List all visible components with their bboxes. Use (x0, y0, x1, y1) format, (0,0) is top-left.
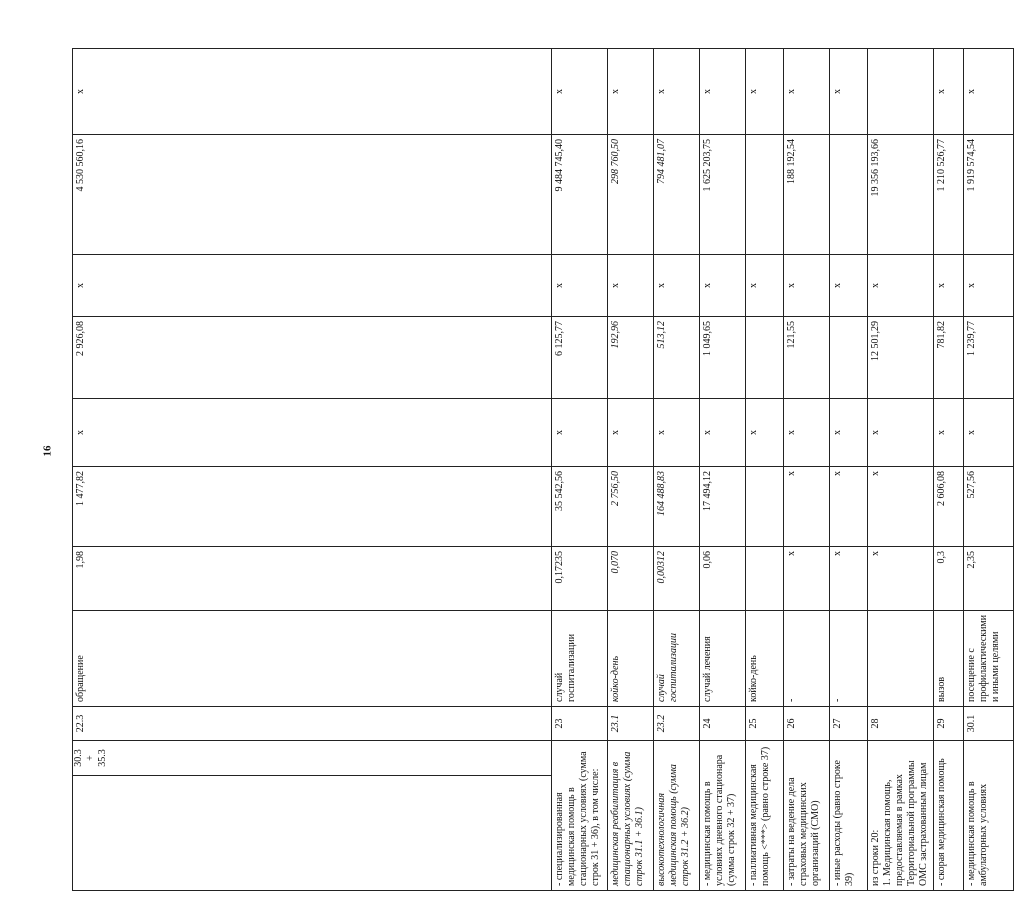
c6-cell: х (784, 399, 830, 467)
table-row (746, 49, 784, 891)
norm-cell (746, 547, 784, 611)
c7-cell: 781,82 (934, 317, 964, 399)
unit-cell: случай госпитализации (552, 611, 608, 707)
cost-cell: 17 494,12 (700, 467, 746, 547)
c7-cell: 513,12 (654, 317, 700, 399)
c9-cell: 1 625 203,75 (700, 135, 746, 255)
name-cell: из строки 20: 1. Медицинская помощь, предоставляемая в рамках Территориальной программы ОМС застрахованным лицам (868, 741, 934, 891)
name-cell: - медицинская помощь в амбулаторных условиях (964, 741, 1014, 891)
c8-cell: х (964, 255, 1014, 317)
c6-cell: х (608, 399, 654, 467)
data-table (72, 48, 1014, 891)
unit-cell: случай госпитализации (654, 611, 700, 707)
c6-cell: х (552, 399, 608, 467)
c6-cell: х (830, 399, 868, 467)
c8-cell: х (868, 255, 934, 317)
cost-cell: 527,56 (964, 467, 1014, 547)
table-row (934, 49, 964, 891)
norm-cell: 1,98 (73, 547, 552, 611)
unit-cell: случай лечения (700, 611, 746, 707)
c9-cell: 4 530 560,16 (73, 135, 552, 255)
cost-cell: х (784, 467, 830, 547)
c10-cell (868, 49, 934, 135)
c6-cell: х (73, 399, 552, 467)
row-cell: 26 (784, 707, 830, 741)
c7-cell: 1 239,77 (964, 317, 1014, 399)
c10-cell: х (700, 49, 746, 135)
c9-cell: 1 210 526,77 (934, 135, 964, 255)
rotated-table-container (72, 49, 1001, 891)
c9-cell: 188 192,54 (784, 135, 830, 255)
c10-cell: х (608, 49, 654, 135)
cost-cell: 164 488,83 (654, 467, 700, 547)
c10-cell: х (654, 49, 700, 135)
norm-cell: х (784, 547, 830, 611)
table-row-header (73, 49, 552, 891)
norm-cell: 0,17235 (552, 547, 608, 611)
name-cell: - иные расходы (равно строке 39) (830, 741, 868, 891)
unit-cell: обращение (73, 611, 552, 707)
c6-cell: х (700, 399, 746, 467)
unit-cell: койко-день (746, 611, 784, 707)
c8-cell: х (552, 255, 608, 317)
row-cell: 28 (868, 707, 934, 741)
c7-cell: 1 049,65 (700, 317, 746, 399)
row-cell: 29 (934, 707, 964, 741)
c6-cell: х (934, 399, 964, 467)
row-cell: 23.1 (608, 707, 654, 741)
table-row (868, 49, 934, 891)
norm-cell: 0,3 (934, 547, 964, 611)
norm-cell: х (868, 547, 934, 611)
cost-cell: 1 477,82 (73, 467, 552, 547)
c8-cell: х (746, 255, 784, 317)
name-cell: - специализированная медицинская помощь в стационарных условиях (сумма строк 31 + 36), в том числе: (552, 741, 608, 891)
c7-cell: 2 926,08 (73, 317, 552, 399)
cost-cell: 35 542,56 (552, 467, 608, 547)
c9-cell: 1 919 574,54 (964, 135, 1014, 255)
code-cell (73, 741, 552, 891)
cost-cell: 2 756,50 (608, 467, 654, 547)
norm-cell: 2,35 (964, 547, 1014, 611)
page-number: 16 (41, 445, 54, 457)
row-cell: 23 (552, 707, 608, 741)
c7-cell (746, 317, 784, 399)
c8-cell: х (784, 255, 830, 317)
c7-cell: 121,55 (784, 317, 830, 399)
c9-cell: 9 484 745,40 (552, 135, 608, 255)
table-row (552, 49, 608, 891)
norm-cell: 0,06 (700, 547, 746, 611)
row-cell: 27 (830, 707, 868, 741)
name-cell: медицинская реабилитация в стационарных условиях (сумма строк 31.1 + 36.1) (608, 741, 654, 891)
cost-cell: х (868, 467, 934, 547)
c7-cell: 6 125,77 (552, 317, 608, 399)
table-row (608, 49, 654, 891)
cost-cell: 2 606,08 (934, 467, 964, 547)
c10-cell: х (784, 49, 830, 135)
c8-cell: х (608, 255, 654, 317)
unit-cell: - (830, 611, 868, 707)
c6-cell: х (964, 399, 1014, 467)
row-cell: 23.2 (654, 707, 700, 741)
c7-cell: 192,96 (608, 317, 654, 399)
table-row (830, 49, 868, 891)
cost-cell: х (830, 467, 868, 547)
name-cell: - скорая медицинская помощь (934, 741, 964, 891)
code-top: 30.3 (73, 749, 84, 767)
unit-cell: койко-день (608, 611, 654, 707)
c10-cell: х (934, 49, 964, 135)
code-plus: + (85, 755, 96, 761)
code-bottom: 35.3 (97, 749, 108, 767)
c10-cell: х (746, 49, 784, 135)
norm-cell: х (830, 547, 868, 611)
c10-cell: х (552, 49, 608, 135)
table-row (964, 49, 1014, 891)
c6-cell: х (654, 399, 700, 467)
name-cell: - медицинская помощь в условиях дневного стационара (сумма строк 32 + 37) (700, 741, 746, 891)
unit-cell: вызов (934, 611, 964, 707)
c9-cell: 794 481,07 (654, 135, 700, 255)
row-cell: 30.1 (964, 707, 1014, 741)
table-row (654, 49, 700, 891)
c6-cell: х (868, 399, 934, 467)
table-row (700, 49, 746, 891)
c8-cell: х (934, 255, 964, 317)
name-cell: высокотехнологичная медицинская помощь (сумма строк 31.2 + 36.2) (654, 741, 700, 891)
c7-cell: 12 501,29 (868, 317, 934, 399)
table-row (784, 49, 830, 891)
c10-cell: х (964, 49, 1014, 135)
cost-cell (746, 467, 784, 547)
unit-cell (868, 611, 934, 707)
c8-cell: х (654, 255, 700, 317)
norm-cell: 0,00312 (654, 547, 700, 611)
c8-cell: х (830, 255, 868, 317)
unit-cell: посещение с профилактическими и иными целями (964, 611, 1014, 707)
name-cell: - затраты на ведение дела страховых медицинских организаций (СМО) (784, 741, 830, 891)
c9-cell (746, 135, 784, 255)
row-cell: 25 (746, 707, 784, 741)
unit-cell: - (784, 611, 830, 707)
c9-cell (830, 135, 868, 255)
c8-cell: х (700, 255, 746, 317)
c10-cell: х (830, 49, 868, 135)
c7-cell (830, 317, 868, 399)
c9-cell: 19 356 193,66 (868, 135, 934, 255)
c9-cell: 298 760,50 (608, 135, 654, 255)
row-number: 22.3 (73, 707, 552, 741)
c8-cell: х (73, 255, 552, 317)
row-cell: 24 (700, 707, 746, 741)
c10-cell: х (73, 49, 552, 135)
name-cell: - паллиативная медицинская помощь <***> (равно строке 37) (746, 741, 784, 891)
c6-cell: х (746, 399, 784, 467)
norm-cell: 0,070 (608, 547, 654, 611)
